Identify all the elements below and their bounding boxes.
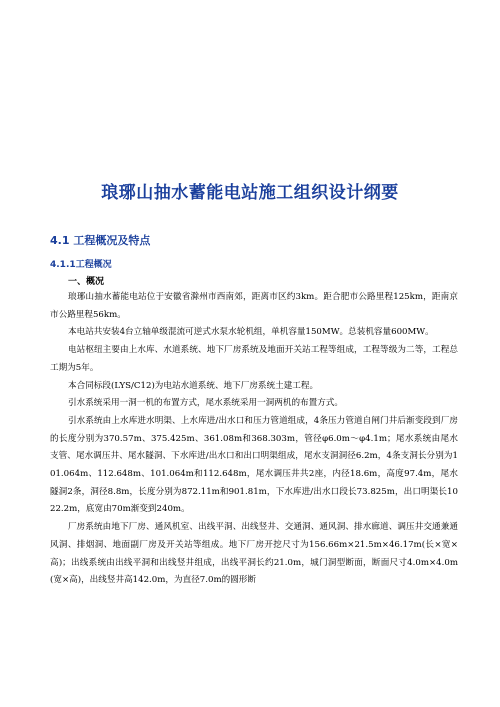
paragraph-layout: 电站枢纽主要由上水库、水道系统、地下厂房系统及地面开关站工程等组成，工程等级为二等，工程总工期为5年。 [50,345,458,373]
subsection-heading: 4.1.1工程概况 [50,260,112,270]
paragraph-contract: 本合同标段(LYS/C12)为电站水道系统、地下厂房系统土建工程。 [68,380,319,391]
overview-heading: 一、概况 [68,277,105,287]
paragraph-powerhouse: 厂房系统由地下厂房、通风机室、出线平洞、出线竖井、交通洞、通风洞、排水廊道、调压井交通兼通风洞、排烟洞、地面副厂房及开关站等组成。地下厂房开挖尺寸为156.66m×21.5m×46.17m(长×宽×高)；出线系统由出线平洞和出线竖井组成，出线平洞长约21.0m，城门洞型断面，断面尺寸4.0m×4.0m(宽×高)，出线竖井高142.0m，为直径7.0m的圆形断 [50,522,458,586]
paragraph-water-system: 引水系统由上水库进水明渠、上水库进/出水口和压力管道组成，4条压力管道自闸门井后渐变段到厂房的长度分别为370.57m、375.425m、361.08m和368.303m，管径φ6.0m～φ4.1m；尾水系统由尾水支管、尾水调压井、尾水隧洞、下水库进/出水口和出口明渠组成，尾水支洞洞径6.2m，4条支洞长分别为101.064m、112.648m、101.064m和112.648m，尾水调压井共2座，内径18.6m，高度97.4m，尾水隧洞2条，洞径8.8m，长度分别为872.11m和901.81m，下水库进/出水口段长73.825m，出口明渠长1022.2m，底宽由70m渐变到240m。 [50,415,458,515]
paragraph-arrangement: 引水系统采用一洞一机的布置方式，尾水系统采用一洞两机的布置方式。 [68,398,344,409]
document-title: 琅琊山抽水蓄能电站施工组织设计纲要 [101,183,399,203]
section-heading: 4.1 工程概况及特点 [50,234,151,247]
paragraph-units: 本电站共安装4台立轴单级混流可逆式水泵水轮机组，单机容量150MW。总装机容量600MW。 [68,327,434,338]
body-text [50,289,458,590]
paragraph-location: 琅琊山抽水蓄能电站位于安徽省滁州市西南郊，距离市区约3km。距合肥市公路里程125km，距南京市公路里程56km。 [50,292,458,320]
